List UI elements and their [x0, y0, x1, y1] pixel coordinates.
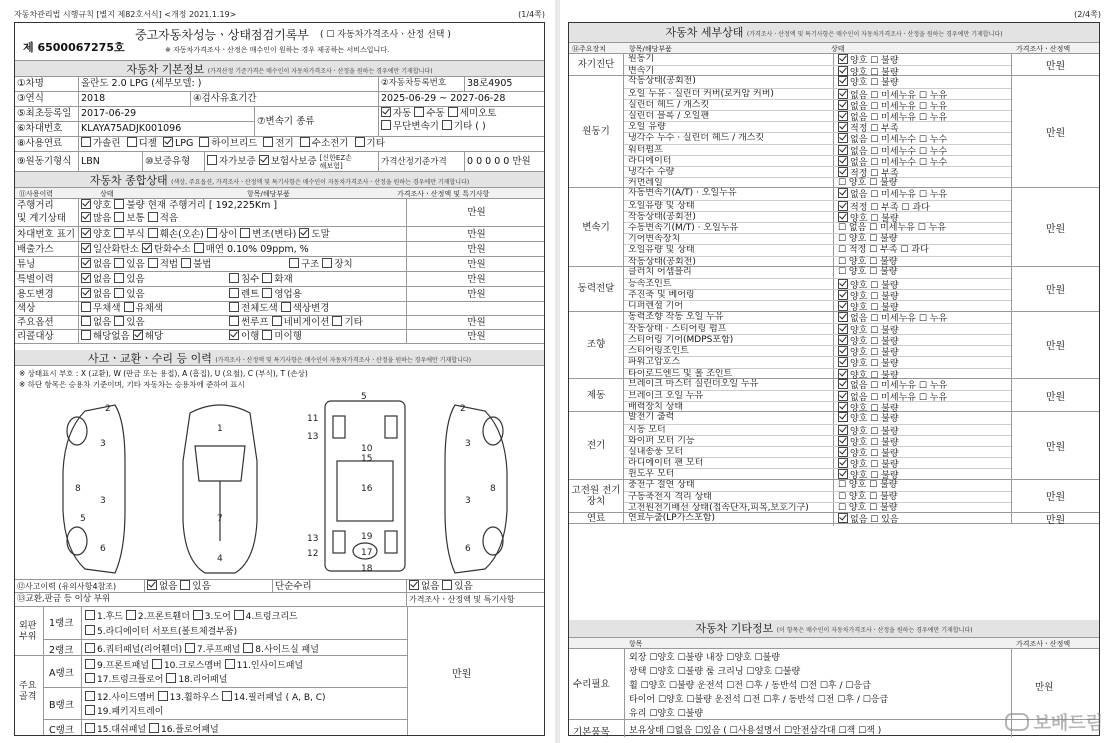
- repair-row-exterior: 외장 ☐양호 ☐불량 내장 ☐양호 ☐불량: [629, 653, 780, 663]
- detail-item: 브레이크 마스터 실린더오일 누유 없음 ☐ 미세누유 ☐ 누유: [628, 378, 948, 391]
- checkbox[interactable]: [181, 258, 191, 268]
- svg-text:1: 1: [217, 424, 223, 434]
- detail-item: 클러치 어셈블리 ☐ 양호 ☐ 불량: [628, 266, 898, 277]
- detail-item: 디퍼렌셜 기어 양호 ☐ 불량: [624, 300, 1011, 312]
- svg-text:2: 2: [460, 404, 466, 414]
- svg-text:3: 3: [465, 439, 471, 449]
- year-value: 2018: [79, 92, 191, 106]
- transmission-options: 자동 수동 세미오토 무단변속기 기타 ( ): [379, 107, 546, 136]
- svg-text:18: 18: [361, 564, 373, 574]
- detail-item: 냉각수 수량 적정 ☐ 부족: [624, 166, 1011, 178]
- checkbox[interactable]: [142, 243, 152, 253]
- detail-item: 원동기 양호 ☐ 불량: [628, 54, 899, 66]
- detail-group: [569, 379, 1099, 413]
- title-option: ( ☐ 자동차가격조사ㆍ산정 선택 ): [320, 30, 451, 40]
- group-name: 변속기: [569, 188, 624, 265]
- first-reg-value: 2017-06-29: [79, 107, 255, 122]
- checkbox[interactable]: [81, 316, 91, 326]
- svg-text:3: 3: [100, 439, 106, 449]
- other-section-title: 자동차 기타정보 (이 항목은 매수인이 자동차가격조사ㆍ산정을 원하는 경우에만 기재합니다): [569, 620, 1099, 638]
- group-name: 연료: [569, 513, 624, 523]
- basic-row-firstreg: ⑤최초등록일 2017-06-29 ⑥차대번호 KLAYA75ADJK001096 ⑦변속기 종류 자동 수동 세미오토 무단변속기 기타 ( ): [15, 107, 544, 137]
- detail-group: [569, 312, 1099, 379]
- checkbox[interactable]: [114, 273, 124, 283]
- page-2: [560, 0, 1113, 743]
- detail-item: 파워고압호스 양호 ☐ 불량: [624, 356, 1011, 368]
- summary-label: 차대번호 표기: [15, 227, 79, 241]
- detail-item: 실내송풍 모터 양호 ☐ 불량: [624, 446, 1011, 458]
- checkbox[interactable]: [299, 228, 309, 238]
- inspection-sheet: [14, 22, 545, 736]
- detail-item: 스티어링 기어(MDPS포함) 양호 ☐ 불량: [624, 334, 1011, 346]
- detail-item: 브레이크 오일 누유 없음 ☐ 미세누유 ☐ 누유: [624, 390, 1011, 402]
- fuel-options: 가솔린 디젤 LPG 하이브리드 전기 수소전기 기타: [79, 137, 546, 151]
- detail-item: 추진축 및 베어링 양호 ☐ 불량: [624, 289, 1011, 301]
- detail-item: 발전기 출력 양호 ☐ 불량: [628, 412, 899, 425]
- detail-item: 등속조인트 양호 ☐ 불량: [624, 278, 1011, 290]
- svg-text:13: 13: [307, 432, 319, 442]
- svg-text:17: 17: [361, 548, 373, 558]
- form-header: 자동차관리법 시행규칙 [별지 제82호서식] <개정 2021.1.19>: [14, 10, 237, 19]
- svg-text:6: 6: [465, 544, 471, 554]
- group-name: 동력전달: [569, 267, 624, 311]
- detail-item: 작동상태 · 스티어링 펌프 양호 ☐ 불량: [624, 323, 1011, 335]
- doc-title: 중고자동차성능ㆍ상태점검기록부: [135, 28, 309, 42]
- group-price: 만원: [1011, 379, 1099, 412]
- page-1: [0, 0, 555, 743]
- valid-value: 2025-06-29 ~ 2027-06-28: [381, 93, 506, 104]
- engine-value: LBN: [79, 152, 143, 171]
- detail-group: [569, 188, 1099, 266]
- car-left-side: [63, 405, 125, 573]
- logo-icon: [1005, 713, 1029, 731]
- detail-item: 자동변속기(A/T) · 오일누유 없음 ☐ 미세누유 ☐ 누유: [628, 188, 948, 201]
- checkbox[interactable]: [81, 302, 91, 312]
- checkbox[interactable]: [133, 330, 143, 340]
- detail-col-header: ⑭주요장치 항목/해당부품 상태 가격조사ㆍ산정액: [569, 43, 1099, 54]
- detail-item: 배력장치 상태 양호 ☐ 불량: [624, 401, 1011, 413]
- detail-item: 연료누출(LP가스포함) 없음 ☐ 있음: [628, 513, 899, 526]
- car-right-side: [445, 405, 507, 573]
- detail-item: 와이퍼 모터 기능 양호 ☐ 불량: [624, 435, 1011, 447]
- checkbox[interactable]: [81, 258, 91, 268]
- price-cell: 만원: [467, 274, 486, 285]
- group-price: 만원: [1011, 54, 1099, 75]
- title-block: [15, 23, 544, 61]
- detail-item: 오일 유량 적정 ☐ 부족: [624, 121, 1011, 133]
- summary-label: 배출가스: [15, 242, 79, 256]
- detail-item: 오일유량 및 상태 적정 ☐ 부족 ☐ 과다: [624, 200, 1011, 212]
- detail-item: 수동변속기(M/T) · 오일누유 ☐ 없음 ☐ 미세누유 ☐ 누유: [624, 222, 1011, 234]
- detail-item: 냉각수 누수 · 실린더 헤드 / 개스킷 없음 ☐ 미세누수 ☐ 누수: [624, 132, 1011, 144]
- other-col-header: 항목 가격조사ㆍ산정액: [569, 638, 1099, 649]
- repair-row-tire: 타이어 ☐양호 ☐불량 운전석 ☐전 ☐후 / 동반석 ☐전 ☐후 / ☐응급: [629, 695, 889, 705]
- repair-row-polish: 광택 ☐양호 ☐불량 룸 크리닝 ☐양호 ☐불량: [629, 667, 801, 677]
- price-cell: 만원: [467, 207, 486, 218]
- detail-item: 구동축전지 격리 상태 ☐ 양호 ☐ 불량: [624, 491, 1011, 503]
- price-cell: 만원: [467, 259, 486, 270]
- svg-text:19: 19: [361, 532, 373, 542]
- svg-text:2: 2: [105, 404, 111, 414]
- group-name: 자기진단: [569, 54, 624, 75]
- checkbox[interactable]: [81, 212, 91, 222]
- repair-row-wheel: 휠 ☐양호 ☐불량 운전석 ☐전 ☐후 / 동반석 ☐전 ☐후 / ☐응급: [629, 681, 871, 691]
- vin-value: KLAYA75ADJK001096: [79, 122, 255, 136]
- repair-row-glass: 유리 ☐양호 ☐불량: [629, 709, 704, 719]
- detail-item: 작동상태(공회전) 양호 ☐ 불량: [624, 211, 1011, 223]
- group-name: 조향: [569, 312, 624, 378]
- parts-price: 만원: [407, 607, 546, 735]
- svg-text:11: 11: [307, 414, 319, 424]
- basic-section-title: 자동차 기본정보 (가격산정 기준가격은 매수인이 자동차가격조사ㆍ산정을 원하는 경우에만 기재합니다): [15, 61, 544, 77]
- rank2-items: 6.쿼터패널(리어휀더) 7.루프패널 8.사이드실 패널: [85, 642, 319, 655]
- detail-item: 동력조향 작동 오일 누유 없음 ☐ 미세누유 ☐ 누유: [628, 311, 948, 324]
- detail-item: 작동상태(공회전) ☐ 양호 ☐ 불량: [624, 256, 1011, 268]
- detail-item: 라디에이터 팬 모터 양호 ☐ 불량: [624, 457, 1011, 469]
- wheel-rr-icon: [483, 527, 503, 555]
- a-rank-items: 9.프론트패널 10.크로스멤버 11.인사이드패널: [85, 658, 303, 671]
- checkbox[interactable]: [114, 288, 124, 298]
- svg-text:15: 15: [361, 454, 373, 464]
- page-number: (1/4쪽): [518, 10, 545, 19]
- watermark-logo: 보배드림: [1005, 709, 1103, 735]
- car-diagram: [45, 391, 525, 577]
- checkbox[interactable]: [81, 330, 91, 340]
- basic-row-fuel: ⑧사용연료 가솔린 디젤 LPG 하이브리드 전기 수소전기 기타: [15, 137, 544, 152]
- checkbox[interactable]: [114, 228, 124, 238]
- detail-item: 충전구 절연 상태 ☐ 양호 ☐ 불량: [628, 479, 898, 490]
- svg-text:3: 3: [465, 496, 471, 506]
- b-rank-items: 12.사이드멤버 13.휠하우스 14.필러패널 ( A, B, C): [85, 690, 326, 703]
- checkbox[interactable]: [81, 243, 91, 253]
- checkbox[interactable]: [194, 243, 204, 253]
- summary-row: 주요옵션 없음 있음 썬루프 네비게이션 기타 만원: [15, 316, 544, 330]
- legend: ※ 상태표시 부호 : X (교환), W (판금 또는 용접), A (흠집), U (요철), C (부식), T (손상): [19, 369, 308, 378]
- checkbox[interactable]: [148, 212, 158, 222]
- legend-note: ※ 하단 항목은 승용차 기준이며, 기타 자동차는 승용차에 준하여 표시: [19, 380, 245, 389]
- svg-text:13: 13: [307, 534, 319, 544]
- detail-item: 시동 모터 양호 ☐ 불량: [624, 424, 1011, 436]
- svg-text:6: 6: [100, 544, 106, 554]
- summary-row: 차대번호 표기 양호 부식 훼손(오손) 상이 변조(변타) 도말 만원: [15, 227, 544, 242]
- summary-row: 배출가스 일산화탄소 탄화수소 매연 0.10% 09ppm, % 만원: [15, 242, 544, 257]
- summary-row: 튜닝 없음 있음 적법 불법 구조 장치 만원: [15, 257, 544, 272]
- price-cell: 만원: [467, 289, 486, 300]
- detail-item: 오일유량 및 상태 ☐ 적정 ☐ 부족 ☐ 과다: [624, 244, 1011, 256]
- group-name: 제동: [569, 379, 624, 412]
- summary-label: 색상: [15, 302, 79, 315]
- detail-group: [569, 76, 1099, 188]
- accident-section-title: 사고ㆍ교환ㆍ수리 등 이력 (가격조사ㆍ산정액 및 특기사항은 매수인이 자동차가격조사ㆍ산정을 원하는 경우에만 기재합니다): [15, 350, 544, 366]
- detail-item: 작동상태(공회전) 양호 ☐ 불량: [628, 76, 899, 89]
- svg-text:10: 10: [361, 444, 373, 454]
- detail-item: 기어변속장치 ☐ 양호 ☐ 불량: [624, 233, 1011, 245]
- price-cell: [407, 302, 546, 315]
- checkbox-lpg[interactable]: [163, 137, 173, 147]
- svg-text:7: 7: [217, 514, 223, 524]
- group-name: 원동기: [569, 76, 624, 187]
- wheel-rl-icon: [67, 527, 87, 555]
- checkbox[interactable]: [114, 199, 124, 209]
- group-price: 만원: [1011, 76, 1099, 187]
- checkbox[interactable]: [114, 316, 124, 326]
- checkbox[interactable]: [148, 258, 158, 268]
- basic-row-model: ①차명 올란도 2.0 LPG (세부모델: ) ②자동차등록번호 38로4905: [15, 77, 544, 92]
- summary-label: 주요옵션: [15, 316, 79, 329]
- detail-item: 실린더 블록 / 오일팬 없음 ☐ 미세누유 ☐ 누유: [624, 110, 1011, 122]
- summary-row: 색상 무채색 유채색 전체도색 색상변경: [15, 302, 544, 316]
- checkbox[interactable]: [81, 288, 91, 298]
- detail-item: 워터펌프 없음 ☐ 미세누수 ☐ 누수: [624, 144, 1011, 156]
- checkbox[interactable]: [81, 199, 91, 209]
- group-price: 만원: [1011, 513, 1099, 523]
- detail-item: 변속기 양호 ☐ 불량: [624, 65, 1011, 77]
- detail-group: [569, 54, 1099, 79]
- svg-text:3: 3: [100, 496, 106, 506]
- group-price: 만원: [1011, 412, 1099, 478]
- checkbox[interactable]: [240, 228, 250, 238]
- svg-text:16: 16: [361, 484, 373, 494]
- doc-number: 제 6500067275호: [23, 41, 125, 54]
- detail-sheet: [568, 22, 1100, 736]
- price-cell: 만원: [467, 317, 486, 328]
- checkbox[interactable]: [124, 302, 134, 312]
- checkbox[interactable]: [81, 228, 91, 238]
- detail-item: 스티어링조인트 양호 ☐ 불량: [624, 345, 1011, 357]
- checkbox-auto[interactable]: [381, 107, 391, 117]
- base-price: 0 0 0 0 0 만원: [467, 156, 531, 167]
- checkbox[interactable]: [148, 228, 158, 238]
- title-note: ※ 자동차가격조사ㆍ산정은 매수인이 원하는 경우 제공하는 서비스입니다.: [165, 46, 390, 54]
- price-cell: 만원: [467, 331, 486, 342]
- history-row: ⑫사고이력 (유의사항4참조) 없음 있음 단순수리 없음 있음: [15, 579, 544, 593]
- summary-row: 용도변경 없음 있음 렌트 영업용 만원: [15, 287, 544, 302]
- group-price: 만원: [1011, 480, 1099, 513]
- detail-item: 타이로드엔드 및 볼 조인트 양호 ☐ 불량: [624, 368, 1011, 380]
- checkbox[interactable]: [114, 212, 124, 222]
- detail-group: [569, 267, 1099, 312]
- detail-item: 실린더 헤드 / 개스킷 없음 ☐ 미세누유 ☐ 누유: [624, 99, 1011, 111]
- parts-header: ⑬교환,판금 등 이상 부위 가격조사ㆍ산정액 및 특기사항: [15, 593, 544, 607]
- odometer-value: 현재 주행거리 [ 192,225Km ]: [147, 200, 278, 211]
- group-price: 만원: [1011, 267, 1099, 311]
- group-name: 고전원 전기장치: [569, 480, 624, 513]
- basic-row-year: ③연식 2018 ④검사유효기간 2025-06-29 ~ 2027-06-28: [15, 92, 544, 107]
- warranty-options: 자가보증 보험사보증 [신한EZ손해보험]: [205, 152, 379, 171]
- summary-col-header: ⑪사용이력 상태 항목/해당부품 가격조사ㆍ산정액 및 특기사항: [15, 188, 544, 199]
- group-price: 만원: [1011, 188, 1099, 265]
- summary-label: 주행거리 및 계기상태: [15, 199, 79, 226]
- rank1-items: 1.후드 2.프론트휀더 3.도어 4.트렁크리드: [85, 609, 298, 622]
- basic-items: 보유상태 ☐없음 ☐있음 ( ☐사용설명서 ☐안전삼각대 ☐잭 ☐잭 ): [629, 726, 882, 736]
- detail-item: 고전원전기배선 상태(접속단자,피복,보호기구) ☐ 양호 ☐ 불량: [624, 502, 1011, 514]
- model-value: 올란도 2.0 LPG (세부모델: ): [79, 77, 379, 91]
- summary-label: 리콜대상: [15, 330, 79, 343]
- summary-row: 특별이력 없음 있음 침수 화재 만원: [15, 272, 544, 287]
- summary-label: 특별이력: [15, 272, 79, 286]
- svg-text:4: 4: [217, 554, 223, 564]
- svg-text:8: 8: [490, 484, 496, 494]
- page-number-2: (2/4쪽): [1074, 10, 1101, 19]
- svg-text:12: 12: [307, 549, 319, 559]
- summary-row: 리콜대상 해당없음 해당 이행 미이행 만원: [15, 330, 544, 344]
- price-cell: 만원: [467, 229, 486, 240]
- parts-table: 외판 부위 주요 골격 1랭크 2랭크 A랭크 B랭크 C랭크 1.후드 2.프론트휀더 3.도어 4.트렁크리드 5.라디에이터 서포트(볼트체결부품) 6.쿼터패널(리어휀더) 7.루프패널 8.사이드실 패널 9.프론트패널 10.크로스멤버 11.인사이드패널 17.트렁크플로어 18.리어패널 12.사이드멤버 13.휠하우스 14.필러패널 ( A, B, C) 19.패키지트레이 15.대쉬패널 16.플로어패널: [15, 607, 407, 735]
- summary-label: 튜닝: [15, 257, 79, 271]
- detail-section-title: 자동차 세부상태 (가격조사ㆍ산정액 및 특기사항은 매수인이 자동차가격조사ㆍ산정을 원하는 경우에만 기재합니다): [569, 23, 1099, 43]
- detail-group: [569, 480, 1099, 514]
- detail-item: 윈도우 모터 양호 ☐ 불량: [624, 468, 1011, 480]
- checkbox[interactable]: [114, 258, 124, 268]
- checkbox[interactable]: [207, 228, 217, 238]
- c-rank-items: 15.대쉬패널 16.플로어패널: [85, 722, 219, 735]
- detail-group: [569, 513, 1099, 524]
- svg-text:5: 5: [80, 514, 86, 524]
- detail-group: [569, 412, 1099, 482]
- checkbox[interactable]: [81, 273, 91, 283]
- reg-value: 38로4905: [467, 78, 513, 89]
- detail-item: 라디에이터 없음 ☐ 미세누수 ☐ 누수: [624, 155, 1011, 167]
- group-name: 전기: [569, 412, 624, 478]
- price-cell: 만원: [467, 244, 486, 255]
- group-price: 만원: [1011, 312, 1099, 378]
- summary-label: 용도변경: [15, 287, 79, 301]
- svg-text:8: 8: [75, 484, 81, 494]
- summary-row: 주행거리 및 계기상태 양호 불량 현재 주행거리 [ 192,225Km ] 많음 보통 적음 만원: [15, 199, 544, 227]
- detail-item: 오일 누유 · 실린더 커버(로커암 커버) 없음 ☐ 미세누유 ☐ 누유: [624, 88, 1011, 100]
- summary-section-title: 자동차 종합상태 (색상, 주요옵션, 가격조사ㆍ산정액 및 특기사항은 매수인이 자동차가격조사ㆍ산정을 원하는 경우에만 기재합니다): [15, 172, 544, 188]
- other-table: 수리필요 기본품목 외장 ☐양호 ☐불량 내장 ☐양호 ☐불량 광택 ☐양호 ☐불량 룸 크리닝 ☐양호 ☐불량 휠 ☐양호 ☐불량 운전석 ☐전 ☐후 / 동반석 ☐전 ☐후 / ☐응급 타이어 ☐양호 ☐불량 운전석 ☐전 ☐후 / 동반석 ☐전 ☐후 / ☐응급 유리 ☐양호 ☐불량 보유상태 ☐없음 ☐있음 ( ☐사용설명서 ☐안전삼각대 ☐잭 ☐잭 ) 만원: [569, 649, 1099, 737]
- windshield: [195, 446, 245, 481]
- svg-text:5: 5: [361, 392, 367, 402]
- basic-row-engine: ⑨원동기형식 LBN ⑩보증유형 자가보증 보험사보증 [신한EZ손해보험] 가격산정기준가격 0 0 0 0 0 만원: [15, 152, 544, 172]
- detail-item: 커먼레일 ☐ 양호 ☐ 불량: [624, 177, 1011, 189]
